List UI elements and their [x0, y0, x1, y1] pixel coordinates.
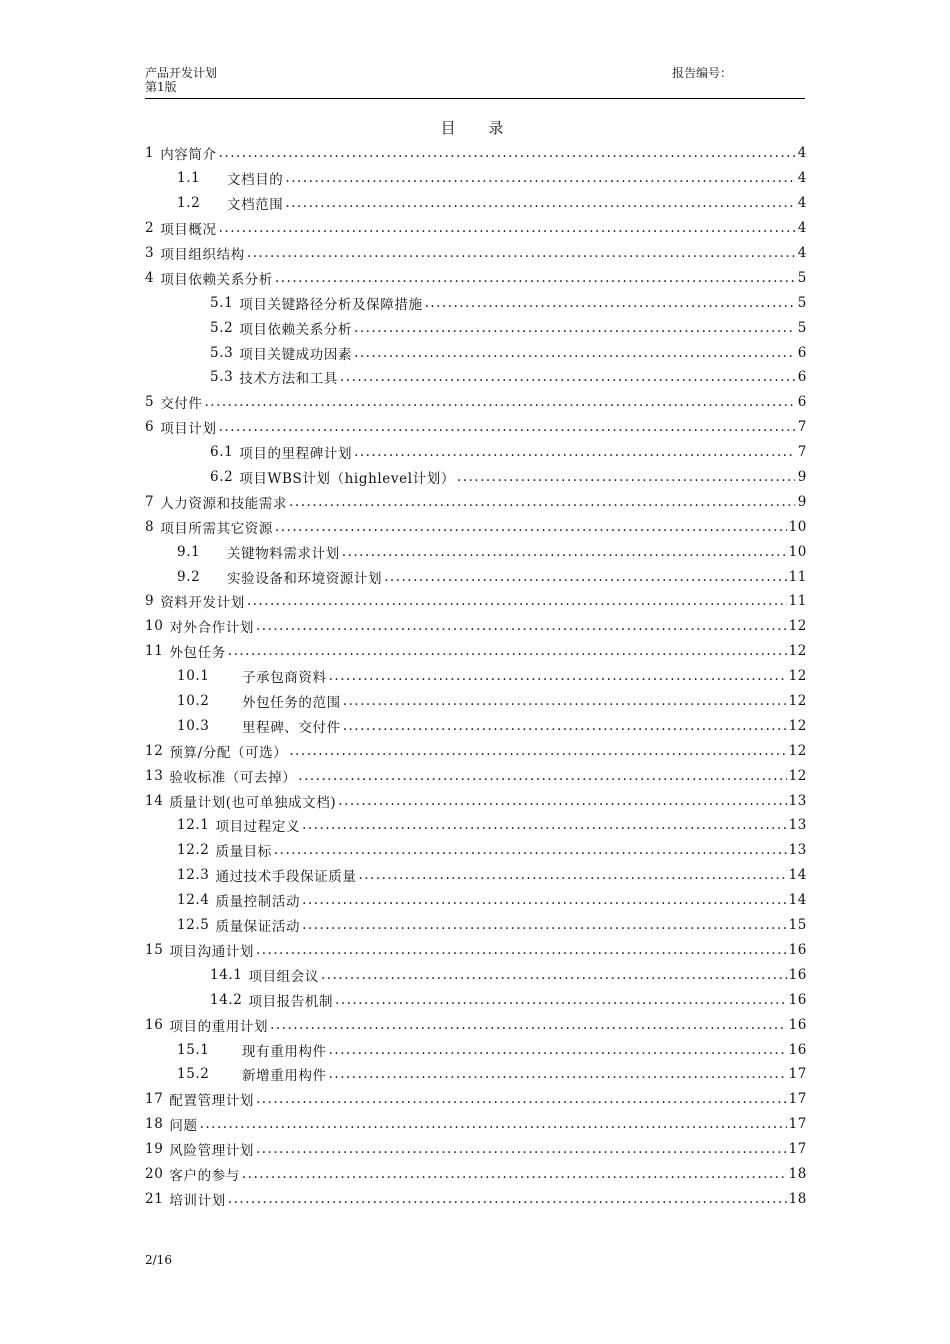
toc-entry-number: 14.1	[210, 966, 243, 983]
toc-leader-dots	[321, 967, 787, 983]
toc-entry-label: 项目组织结构	[160, 247, 245, 263]
toc-entry[interactable]	[145, 664, 807, 689]
toc-leader-dots	[342, 544, 787, 560]
toc-entry-page: 18	[788, 1165, 807, 1182]
toc-entry-label: 项目报告机制	[248, 993, 334, 1010]
toc-leader-dots	[285, 195, 795, 211]
toc-entry-label: 项目WBS计划（highlevel计划）	[239, 471, 455, 488]
toc-entry[interactable]	[145, 1162, 807, 1187]
table-of-contents	[145, 141, 807, 1211]
toc-entry-page: 17	[788, 1116, 807, 1133]
toc-entry-number: 2	[145, 220, 155, 237]
toc-entry-page: 16	[788, 966, 807, 983]
toc-entry-number: 20	[145, 1165, 164, 1182]
toc-entry-number: 14	[145, 792, 164, 809]
toc-entry-label: 项目所需其它资源	[160, 520, 274, 537]
toc-entry-page: 13	[788, 792, 807, 809]
toc-entry-page: 7	[797, 419, 807, 436]
toc-leader-dots	[200, 1116, 787, 1132]
toc-entry-label: 交付件	[160, 396, 203, 413]
toc-entry[interactable]	[145, 938, 807, 963]
toc-entry-page: 4	[797, 145, 807, 162]
toc-entry-number: 14.2	[210, 991, 243, 1008]
toc-entry-page: 13	[788, 817, 807, 834]
toc-entry-page: 10	[788, 543, 807, 560]
toc-entry[interactable]	[145, 315, 807, 340]
toc-entry-number: 9.1	[177, 543, 201, 560]
toc-entry-label: 客户的参与	[169, 1167, 240, 1184]
toc-entry-page: 14	[788, 867, 807, 884]
toc-leader-dots	[256, 1091, 787, 1107]
toc-entry-label: 人力资源和技能需求	[160, 495, 288, 512]
toc-entry[interactable]	[145, 141, 807, 166]
toc-entry-page: 13	[788, 842, 807, 859]
toc-entry-number: 6	[145, 419, 155, 436]
toc-entry-page: 12	[788, 717, 807, 734]
toc-entry-page: 7	[797, 444, 807, 461]
toc-leader-dots	[205, 394, 795, 410]
toc-entry-number: 13	[145, 767, 164, 784]
toc-entry[interactable]	[145, 1037, 807, 1062]
toc-entry-label: 实验设备和环境资源计划	[227, 570, 383, 587]
toc-leader-dots	[219, 145, 795, 161]
toc-leader-dots	[298, 768, 786, 784]
toc-entry-number: 12	[145, 742, 164, 759]
toc-entry-label: 关键物料需求计划	[227, 545, 340, 562]
toc-entry-number: 12.2	[177, 842, 210, 859]
toc-entry-label: 问题	[169, 1118, 198, 1135]
toc-entry-number: 8	[145, 518, 155, 535]
toc-leader-dots	[358, 867, 786, 883]
toc-entry[interactable]	[145, 1186, 807, 1211]
toc-entry[interactable]	[145, 241, 807, 266]
toc-entry-label: 里程碑、交付件	[242, 719, 341, 736]
header-divider	[145, 98, 805, 99]
toc-entry-number: 1	[145, 145, 155, 162]
toc-entry-label: 项目沟通计划	[169, 943, 254, 960]
toc-entry-number: 15.1	[177, 1041, 210, 1058]
toc-entry-label: 内容简介	[160, 147, 217, 164]
toc-leader-dots	[247, 245, 795, 261]
toc-leader-dots	[219, 419, 795, 435]
toc-entry-label: 质量目标	[215, 844, 272, 861]
toc-entry-page: 9	[797, 469, 807, 486]
toc-entry-number: 15	[145, 941, 164, 958]
toc-entry-label: 项目依赖关系分析	[239, 321, 353, 338]
toc-leader-dots	[285, 170, 795, 186]
document-title: 产品开发计划	[145, 66, 218, 80]
toc-entry-page: 16	[788, 941, 807, 958]
toc-leader-dots	[354, 444, 795, 460]
toc-entry[interactable]	[145, 689, 807, 714]
toc-leader-dots	[275, 519, 787, 535]
toc-entry-page: 5	[797, 294, 807, 311]
toc-entry-page: 18	[788, 1190, 807, 1207]
toc-entry-label: 项目依赖关系分析	[160, 271, 274, 288]
toc-entry[interactable]	[145, 738, 807, 763]
toc-entry[interactable]	[145, 216, 807, 241]
toc-entry[interactable]	[145, 1062, 807, 1087]
toc-entry-label: 通过技术手段保证质量	[215, 869, 357, 886]
toc-entry-page: 12	[788, 693, 807, 710]
toc-leader-dots	[384, 569, 787, 585]
toc-entry-number: 17	[145, 1091, 164, 1108]
toc-leader-dots	[228, 1191, 787, 1207]
toc-leader-dots	[275, 270, 795, 286]
toc-leader-dots	[302, 817, 787, 833]
toc-entry-label: 技术方法和工具	[239, 371, 338, 388]
report-number-label: 报告编号：	[672, 66, 733, 80]
toc-entry-label: 质量控制活动	[215, 894, 301, 911]
toc-entry-number: 12.1	[177, 817, 210, 834]
toc-entry-number: 4	[145, 269, 155, 286]
toc-entry-page: 14	[788, 892, 807, 909]
toc-entry-page: 4	[797, 245, 807, 261]
toc-entry[interactable]	[145, 390, 807, 415]
toc-leader-dots	[343, 718, 787, 734]
toc-entry-page: 12	[788, 767, 807, 784]
toc-entry[interactable]	[145, 788, 807, 813]
toc-entry[interactable]	[145, 365, 807, 390]
document-version: 第1版	[145, 80, 177, 94]
toc-entry-number: 10.3	[177, 717, 210, 734]
toc-entry-label: 配置管理计划	[169, 1093, 254, 1110]
toc-entry-label: 验收标准（可去掉）	[169, 769, 297, 786]
toc-entry[interactable]	[145, 639, 807, 664]
toc-entry-page: 12	[788, 643, 807, 660]
toc-leader-dots	[302, 892, 787, 908]
toc-entry-label: 质量保证活动	[215, 919, 301, 936]
toc-entry-number: 19	[145, 1141, 164, 1158]
toc-entry-number: 18	[145, 1116, 164, 1133]
toc-entry-page: 11	[788, 593, 807, 610]
toc-entry-page: 4	[797, 220, 807, 237]
toc-entry-page: 15	[788, 917, 807, 934]
toc-leader-dots	[354, 320, 795, 336]
toc-entry-number: 10	[145, 618, 164, 635]
toc-entry[interactable]	[145, 514, 807, 539]
toc-entry[interactable]	[145, 1012, 807, 1037]
toc-entry-label: 项目关键路径分析及保障措施	[239, 296, 423, 313]
toc-leader-dots	[289, 494, 795, 510]
toc-leader-dots	[242, 1166, 787, 1182]
page-indicator: 2/16	[145, 1253, 172, 1267]
toc-entry-number: 5.3	[210, 369, 234, 386]
toc-entry[interactable]	[145, 838, 807, 863]
toc-entry-label: 资料开发计划	[160, 595, 245, 612]
toc-leader-dots	[256, 1141, 787, 1157]
toc-entry-number: 5.1	[210, 294, 234, 311]
toc-entry-page: 4	[797, 195, 807, 212]
toc-entry-number: 9.2	[177, 568, 201, 585]
toc-leader-dots	[289, 743, 786, 759]
toc-entry-number: 5.3	[210, 344, 234, 361]
toc-entry-page: 6	[797, 369, 807, 386]
toc-entry-label: 项目计划	[160, 421, 217, 438]
toc-entry-number: 11	[145, 643, 164, 660]
toc-entry-number: 1.2	[177, 195, 201, 212]
toc-leader-dots	[270, 1017, 787, 1033]
toc-entry-label: 项目关键成功因素	[239, 346, 353, 363]
toc-entry-number: 3	[145, 245, 155, 261]
toc-entry-number: 16	[145, 1016, 164, 1033]
toc-leader-dots	[340, 369, 795, 385]
toc-entry-label: 文档范围	[227, 197, 284, 214]
toc-entry[interactable]	[145, 539, 807, 564]
toc-entry-label: 新增重用构件	[242, 1068, 327, 1085]
toc-entry[interactable]	[145, 888, 807, 913]
toc-entry-page: 10	[788, 518, 807, 535]
toc-entry-label: 外包任务	[169, 645, 226, 662]
toc-entry[interactable]	[145, 1137, 807, 1162]
toc-entry-label: 预算/分配（可选）	[169, 744, 288, 761]
toc-entry-page: 6	[797, 344, 807, 361]
toc-entry[interactable]	[145, 465, 807, 490]
toc-entry-label: 项目过程定义	[215, 819, 301, 836]
toc-entry[interactable]	[145, 713, 807, 738]
toc-leader-dots	[247, 593, 787, 609]
toc-entry-label: 风险管理计划	[169, 1143, 254, 1160]
toc-leader-dots	[302, 917, 787, 933]
toc-leader-dots	[354, 345, 795, 361]
toc-entry-label: 项目概况	[160, 222, 217, 239]
toc-entry-number: 10.1	[177, 668, 210, 685]
toc-entry[interactable]	[145, 763, 807, 788]
toc-entry[interactable]	[145, 290, 807, 315]
toc-entry[interactable]	[145, 415, 807, 440]
toc-entry-page: 17	[788, 1066, 807, 1083]
toc-entry-page: 12	[788, 742, 807, 759]
toc-entry[interactable]	[145, 962, 807, 987]
toc-leader-dots	[228, 643, 787, 659]
toc-entry-number: 12.3	[177, 867, 210, 884]
toc-entry-page: 17	[788, 1141, 807, 1158]
toc-entry-number: 1.1	[177, 170, 201, 187]
toc-leader-dots	[335, 992, 787, 1008]
toc-entry[interactable]	[145, 489, 807, 514]
toc-entry-number: 7	[145, 493, 155, 510]
toc-entry[interactable]	[145, 1112, 807, 1137]
toc-leader-dots	[425, 295, 795, 311]
toc-entry[interactable]	[145, 564, 807, 589]
toc-leader-dots	[338, 793, 786, 809]
toc-entry-label: 子承包商资料	[242, 670, 327, 687]
toc-entry-page: 16	[788, 1041, 807, 1058]
toc-entry[interactable]	[145, 1087, 807, 1112]
toc-entry[interactable]	[145, 265, 807, 290]
toc-entry-label: 项目的重用计划	[169, 1018, 269, 1035]
toc-entry-number: 21	[145, 1190, 164, 1207]
toc-entry-number: 6.1	[210, 444, 234, 461]
toc-leader-dots	[219, 220, 795, 236]
toc-entry[interactable]	[145, 987, 807, 1012]
toc-leader-dots	[329, 668, 787, 684]
toc-entry[interactable]	[145, 166, 807, 191]
toc-entry[interactable]	[145, 813, 807, 838]
toc-leader-dots	[457, 469, 795, 485]
toc-entry-number: 12.5	[177, 917, 210, 934]
toc-entry-page: 12	[788, 618, 807, 635]
toc-entry[interactable]	[145, 589, 807, 614]
toc-entry-number: 6.2	[210, 469, 234, 486]
toc-entry-label: 质量计划(也可单独成文档)	[169, 794, 337, 811]
toc-leader-dots	[329, 1066, 787, 1082]
toc-entry-page: 4	[797, 170, 807, 187]
toc-entry-number: 15.2	[177, 1066, 210, 1083]
toc-leader-dots	[256, 618, 787, 634]
toc-entry[interactable]	[145, 863, 807, 888]
toc-entry-page: 17	[788, 1091, 807, 1108]
toc-leader-dots	[329, 1042, 787, 1058]
toc-entry-number: 9	[145, 593, 155, 610]
toc-entry[interactable]	[145, 191, 807, 216]
toc-entry-label: 项目的里程碑计划	[239, 446, 353, 463]
toc-entry-number: 5.2	[210, 319, 234, 336]
toc-entry[interactable]	[145, 913, 807, 938]
toc-entry[interactable]	[145, 614, 807, 639]
toc-entry-label: 培训计划	[169, 1192, 226, 1209]
toc-entry-page: 9	[797, 493, 807, 510]
toc-entry-label: 对外合作计划	[169, 620, 254, 637]
header-left	[145, 66, 217, 94]
toc-entry-page: 5	[797, 319, 807, 336]
toc-entry-label: 文档目的	[227, 172, 284, 189]
toc-entry[interactable]	[145, 440, 807, 465]
toc-entry-label: 项目组会议	[248, 968, 319, 985]
toc-entry-label: 外包任务的范围	[242, 695, 341, 712]
toc-entry-number: 12.4	[177, 892, 210, 909]
toc-entry-page: 12	[788, 668, 807, 685]
toc-entry[interactable]	[145, 340, 807, 365]
toc-entry-page: 16	[788, 1016, 807, 1033]
toc-entry-page: 6	[797, 394, 807, 411]
toc-entry-number: 5	[145, 394, 155, 411]
toc-entry-number: 10.2	[177, 693, 210, 710]
toc-title: 目 录	[440, 119, 518, 137]
toc-entry-label: 现有重用构件	[242, 1043, 327, 1060]
toc-leader-dots	[256, 942, 787, 958]
toc-entry-page: 5	[797, 269, 807, 286]
toc-leader-dots	[343, 693, 787, 709]
toc-entry-page: 16	[788, 991, 807, 1008]
toc-entry-page: 11	[788, 568, 807, 585]
toc-leader-dots	[274, 842, 787, 858]
